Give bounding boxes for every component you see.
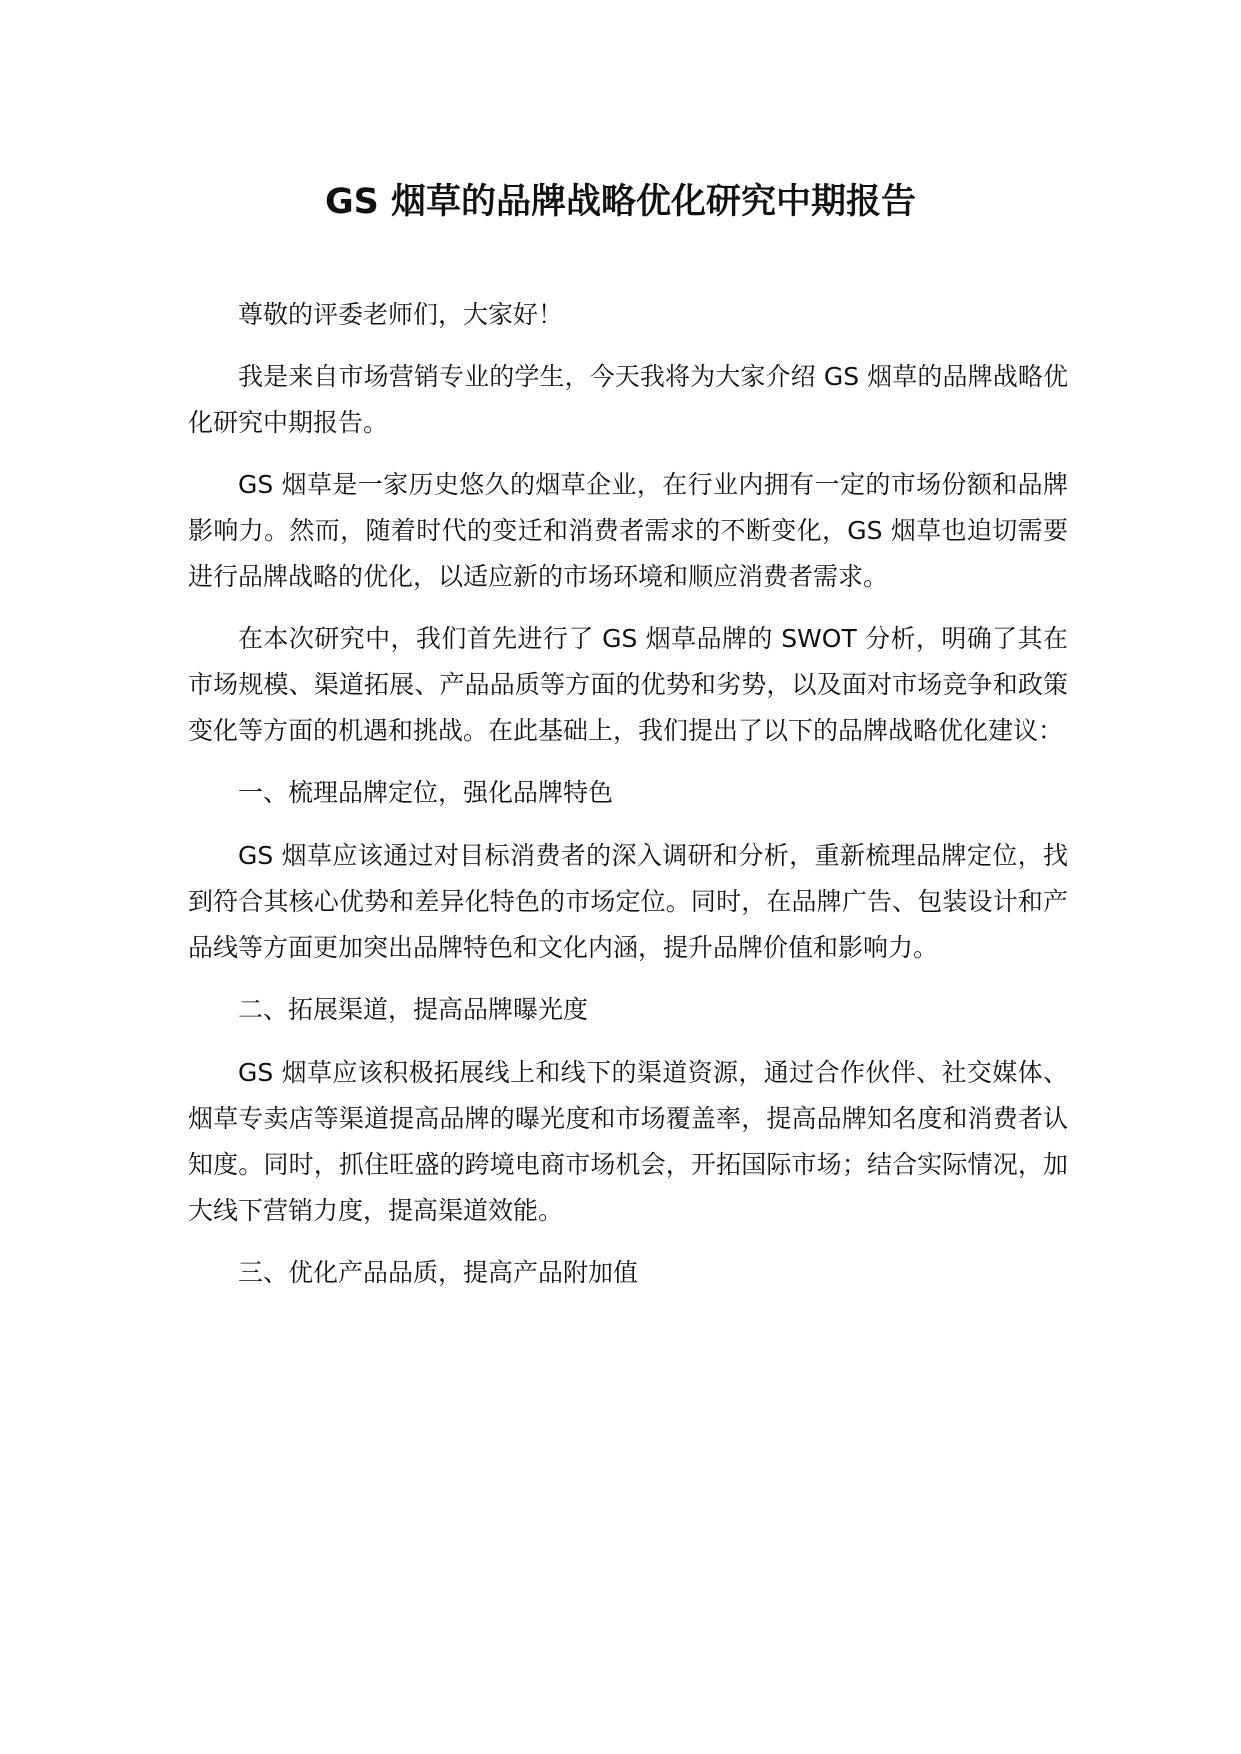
- intro-paragraph: 我是来自市场营销专业的学生，今天我将为大家介绍 GS 烟草的品牌战略优化研究中期报告。: [188, 362, 1068, 437]
- document-body: [188, 292, 1068, 1313]
- section-heading-3: 三、优化产品品质，提高产品附加值: [238, 1258, 639, 1287]
- greeting-paragraph: 尊敬的评委老师们，大家好！: [238, 300, 564, 329]
- section-paragraph-1: GS 烟草应该通过对目标消费者的深入调研和分析，重新梳理品牌定位，找到符合其核心优势和差异化特色的市场定位。同时，在品牌广告、包装设计和产品线等方面更加突出品牌特色和文化内涵，提升品牌价值和影响力。: [188, 841, 1068, 962]
- section-paragraph-2: GS 烟草应该积极拓展线上和线下的渠道资源，通过合作伙伴、社交媒体、烟草专卖店等渠道提高品牌的曝光度和市场覆盖率，提高品牌知名度和消费者认知度。同时，抓住旺盛的跨境电商市场机会，开拓国际市场；结合实际情况，加大线下营销力度，提高渠道效能。: [188, 1058, 1068, 1225]
- section-heading-1: 一、梳理品牌定位，强化品牌特色: [238, 778, 614, 807]
- swot-paragraph: 在本次研究中，我们首先进行了 GS 烟草品牌的 SWOT 分析，明确了其在市场规模、渠道拓展、产品品质等方面的优势和劣势，以及面对市场竞争和政策变化等方面的机遇和挑战。在此基础上，我们提出了以下的品牌战略优化建议：: [188, 624, 1068, 745]
- document-title: GS 烟草的品牌战略优化研究中期报告: [324, 182, 917, 222]
- section-heading-2: 二、拓展渠道，提高品牌曝光度: [238, 995, 589, 1024]
- background-paragraph: GS 烟草是一家历史悠久的烟草企业，在行业内拥有一定的市场份额和品牌影响力。然而，随着时代的变迁和消费者需求的不断变化，GS 烟草也迫切需要进行品牌战略的优化，以适应新的市场环境和顺应消费者需求。: [188, 470, 1068, 591]
